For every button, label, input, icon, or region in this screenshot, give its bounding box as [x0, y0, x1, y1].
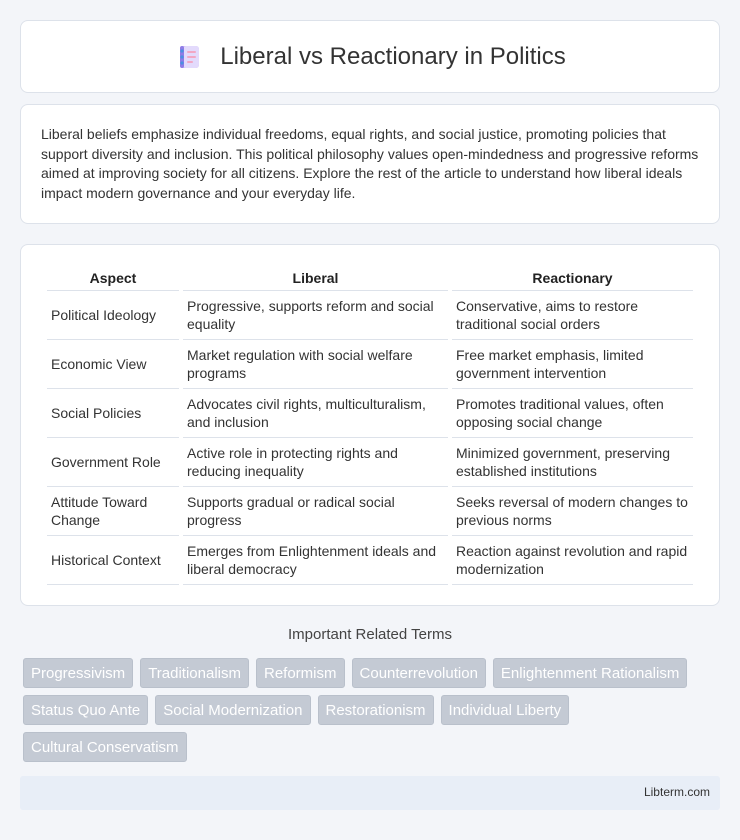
term-tag[interactable]: Social Modernization	[155, 695, 310, 725]
table-row	[47, 389, 693, 438]
table-cell: Advocates civil rights, multiculturalism, and inclusion	[183, 389, 448, 438]
table-header-row	[47, 265, 693, 291]
term-tag[interactable]: Individual Liberty	[441, 695, 570, 725]
column-header: Liberal	[183, 265, 448, 291]
table-row	[47, 438, 693, 487]
table-cell: Economic View	[47, 340, 179, 389]
term-tag[interactable]: Counterrevolution	[352, 658, 486, 688]
table-row	[47, 487, 693, 536]
table-cell: Supports gradual or radical social progress	[183, 487, 448, 536]
table-cell: Social Policies	[47, 389, 179, 438]
notebook-icon	[174, 42, 204, 72]
intro-card	[20, 104, 720, 224]
table-cell: Emerges from Enlightenment ideals and liberal democracy	[183, 536, 448, 585]
term-tag[interactable]: Enlightenment Rationalism	[493, 658, 687, 688]
page-title: Liberal vs Reactionary in Politics	[220, 42, 566, 70]
table-row	[47, 536, 693, 585]
table-cell: Government Role	[47, 438, 179, 487]
term-tag[interactable]: Reformism	[256, 658, 345, 688]
comparison-table-card	[20, 244, 720, 606]
column-header: Aspect	[47, 265, 179, 291]
intro-text: Liberal beliefs emphasize individual freedoms, equal rights, and social justice, promoting policies that support diversity and inclusion. This political philosophy values open-mindedness and progressive reforms aimed at improving society for all citizens. Explore the rest of the article to understand how liberal ideals impact modern governance and your everyday life.	[41, 126, 699, 201]
table-cell: Seeks reversal of modern changes to previous norms	[452, 487, 693, 536]
term-tag[interactable]: Cultural Conservatism	[23, 732, 187, 762]
table-row	[47, 291, 693, 340]
table-cell: Conservative, aims to restore traditional social orders	[452, 291, 693, 340]
related-terms-list	[23, 658, 723, 762]
term-tag[interactable]: Traditionalism	[140, 658, 249, 688]
term-tag[interactable]: Status Quo Ante	[23, 695, 148, 725]
column-header: Reactionary	[452, 265, 693, 291]
table-row	[47, 340, 693, 389]
table-cell: Free market emphasis, limited government intervention	[452, 340, 693, 389]
footer	[20, 776, 720, 810]
table-cell: Political Ideology	[47, 291, 179, 340]
table-cell: Attitude Toward Change	[47, 487, 179, 536]
table-cell: Promotes traditional values, often opposing social change	[452, 389, 693, 438]
term-tag[interactable]: Progressivism	[23, 658, 133, 688]
table-cell: Historical Context	[47, 536, 179, 585]
term-tag[interactable]: Restorationism	[318, 695, 434, 725]
table-cell: Progressive, supports reform and social equality	[183, 291, 448, 340]
footer-site-link[interactable]: Libterm.com	[643, 785, 710, 799]
related-terms-title: Important Related Terms	[288, 626, 452, 643]
title-wrap	[174, 42, 565, 72]
header-card	[20, 20, 720, 93]
table-cell: Active role in protecting rights and reducing inequality	[183, 438, 448, 487]
table-cell: Reaction against revolution and rapid modernization	[452, 536, 693, 585]
table-cell: Market regulation with social welfare programs	[183, 340, 448, 389]
table-cell: Minimized government, preserving established institutions	[452, 438, 693, 487]
comparison-table	[43, 265, 697, 585]
